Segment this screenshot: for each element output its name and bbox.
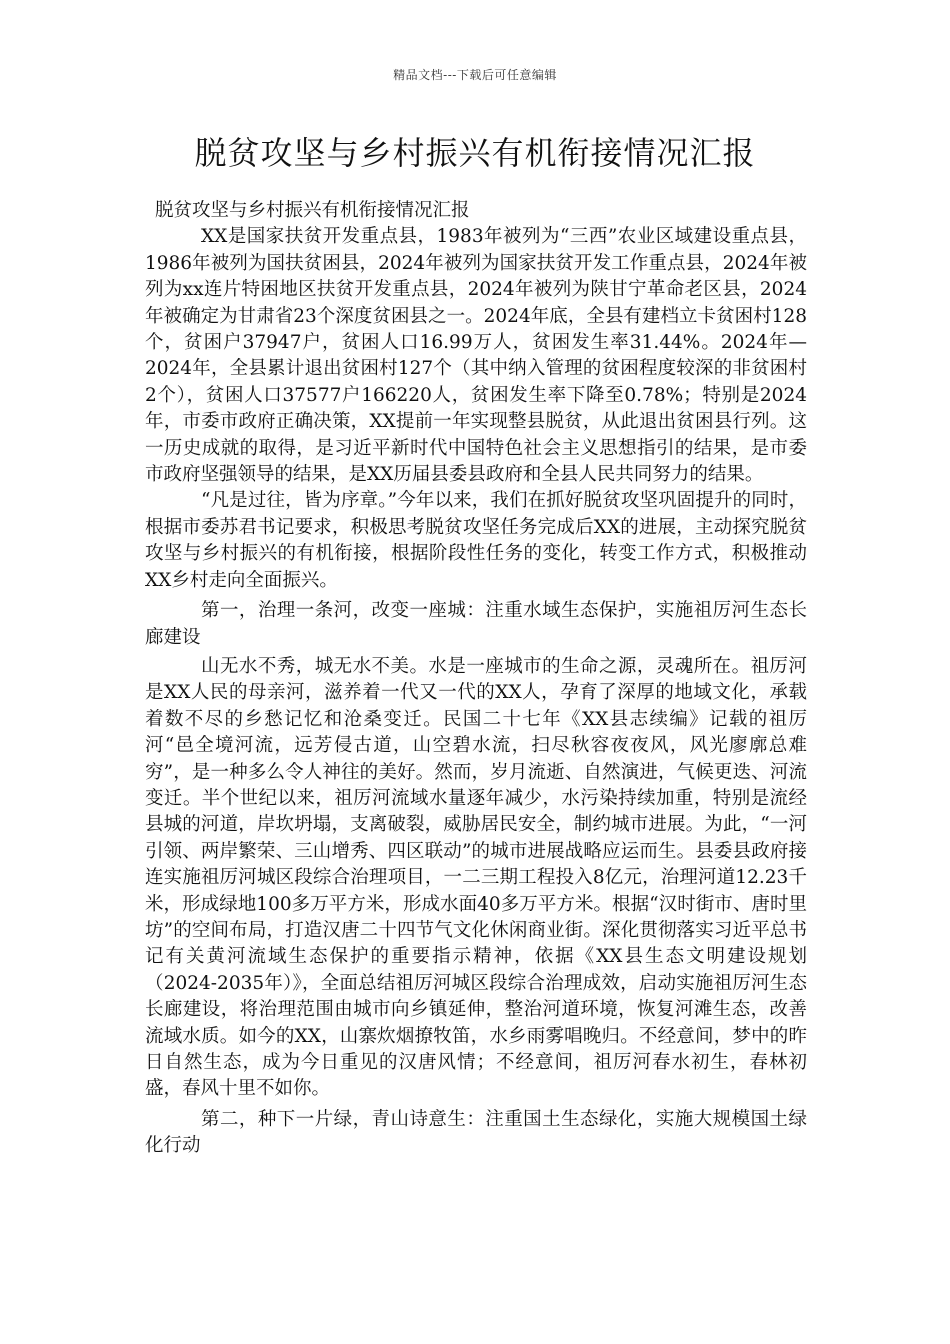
section-heading-1: 第一，治理一条河，改变一座城：注重水域生态保护，实施祖厉河生态长廊建设 — [145, 600, 807, 648]
paragraph-intro: “凡是过往，皆为序章。”今年以来，我们在抓好脱贫攻坚巩固提升的同时，根据市委苏君书记要求，积极思考脱贫攻坚任务完成后XX的进展，主动探究脱贫攻坚与乡村振兴的有机衔接，根据阶段性任务的变化，转变工作方式，积极推动XX乡村走向全面振兴。 — [145, 490, 807, 591]
paragraph-overview: XX是国家扶贫开发重点县，1983年被列为“三西”农业区域建设重点县，1986年被列为国扶贫困县，2024年被列为国家扶贫开发工作重点县，2024年被列为xx连片特困地区扶贫开发重点县，2024年被列为陕甘宁革命老区县，2024年被确定为甘肃省23个深度贫困县之一。2024年底，全县有建档立卡贫困村128个，贫困户37947户，贫困人口16.99万人，贫困发生率31.44%。2024年—2024年，全县累计退出贫困村127个（其中纳入管理的贫困程度较深的非贫困村2个），贫困人口37577户166220人，贫困发生率下降至0.78%；特别是2024年，市委市政府正确决策，XX提前一年实现整县脱贫，从此退出贫困县行列。这一历史成就的取得，是习近平新时代中国特色社会主义思想指引的结果，是市委市政府坚强领导的结果，是XX历届县委县政府和全县人民共同努力的结果。 — [145, 226, 807, 486]
subtitle: 脱贫攻坚与乡村振兴有机衔接情况汇报 — [155, 200, 470, 221]
header-note: 精品文档---下载后可任意编辑 — [393, 68, 557, 82]
document-body — [145, 198, 807, 1163]
section-body-1: 山无水不秀，城无水不美。水是一座城市的生命之源，灵魂所在。祖厉河是XX人民的母亲河，滋养着一代又一代的XX人，孕育了深厚的地域文化，承载着数不尽的乡愁记忆和沧桑变迁。民国二十七年《XX县志续编》记载的祖厉河“邑全境河流，远芳侵古道，山空碧水流，扫尽秋容夜夜风，风光廖廓总难穷”，是一种多么令人神往的美好。然而，岁月流逝、自然演进，气候更迭、河流变迁。半个世纪以来，祖厉河流域水量逐年减少，水污染持续加重，特别是流经县城的河道，岸坎坍塌，支离破裂，威胁居民安全，制约城市进展。为此，“一河引领、两岸繁荣、三山增秀、四区联动”的城市进展战略应运而生。县委县政府接连实施祖厉河城区段综合治理项目，一二三期工程投入8亿元，治理河道12.23千米，形成绿地100多万平方米，形成水面40多万平方米。根据“汉时街市、唐时里坊”的空间布局，打造汉唐二十四节气文化休闲商业街。深化贯彻落实习近平总书记有关黄河流域生态保护的重要指示精神，依据《XX县生态文明建设规划（2024-2035年）》，全面总结祖厉河城区段综合治理成效，启动实施祖厉河生态长廊建设，将治理范围由城市向乡镇延伸，整治河道环境，恢复河滩生态，改善流域水质。如今的XX，山寨炊烟撩牧笛，水乡雨雾唱晚归。不经意间，梦中的昨日自然生态，成为今日重见的汉唐风情；不经意间，祖厉河春水初生，春林初盛，春风十里不如你。 — [145, 655, 807, 1100]
document-title: 脱贫攻坚与乡村振兴有机衔接情况汇报 — [194, 134, 756, 172]
section-heading-2: 第二，种下一片绿，青山诗意生：注重国土生态绿化，实施大规模国土绿化行动 — [145, 1108, 807, 1157]
